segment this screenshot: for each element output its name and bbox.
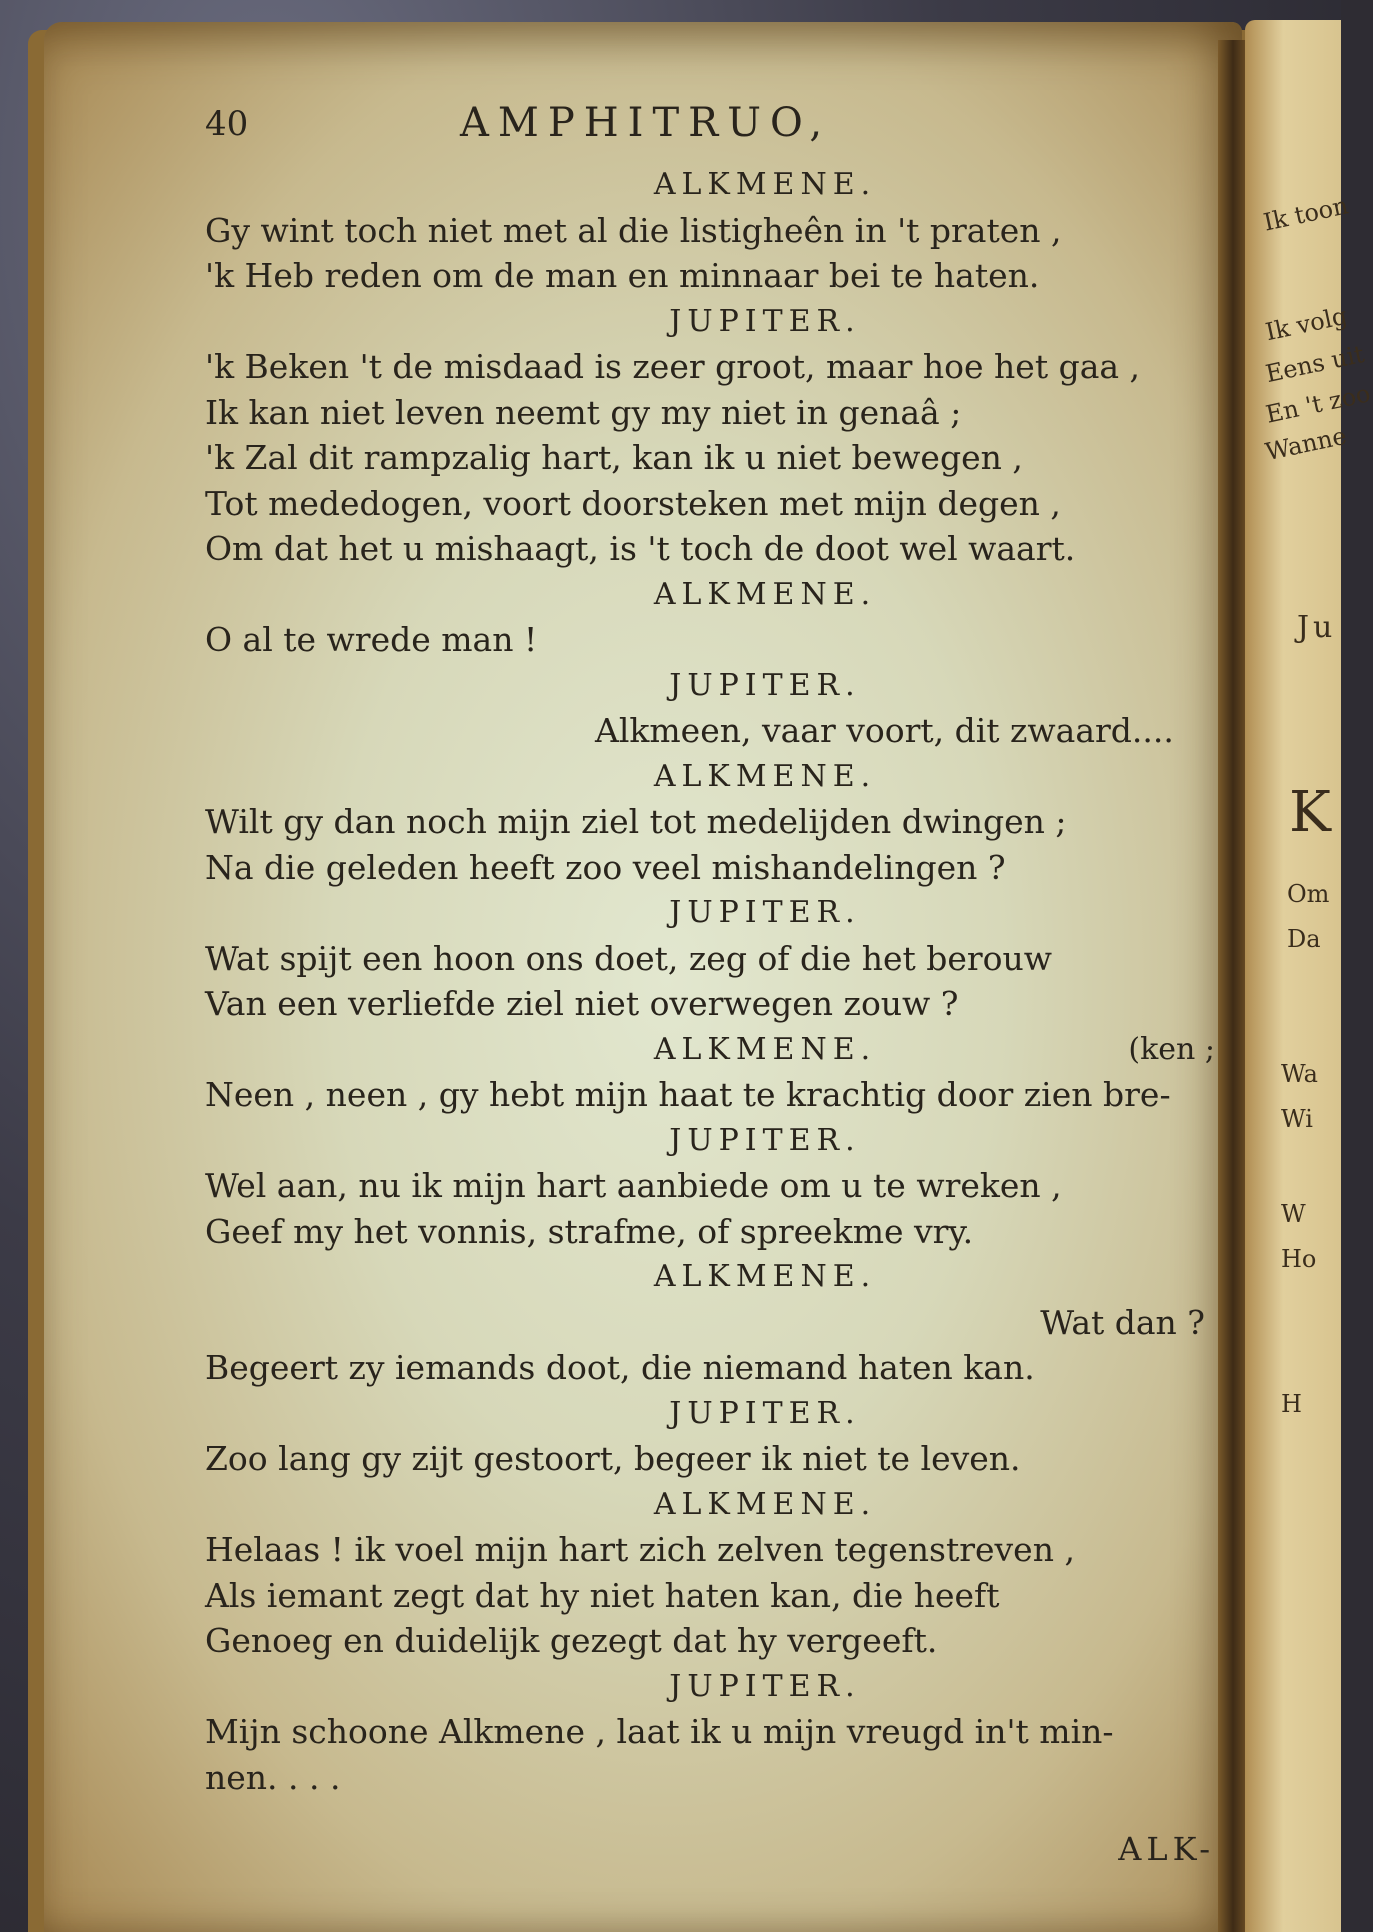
verse-line: Om dat het u mishaagt, is 't toch de doot wel waart. — [205, 529, 1076, 568]
speaker-name: JUPITER. — [669, 1395, 861, 1431]
verse-line: Begeert zy iemands doot, die niemand haten kan. — [205, 1348, 1035, 1387]
verse-line: Wilt gy dan noch mijn ziel tot medelijden dwingen ; — [205, 802, 1067, 841]
verse-line: Mijn schoone Alkmene , laat ik u mijn vreugd in't min- — [205, 1712, 1114, 1751]
speaker-name: JUPITER. — [669, 1122, 861, 1158]
facing-fragment: Om — [1287, 880, 1330, 908]
verse-line: Helaas ! ik voel mijn hart zich zelven tegenstreven , — [205, 1530, 1075, 1569]
speaker-name: ALKMENE. — [653, 1486, 877, 1522]
facing-fragment: H — [1281, 1390, 1302, 1418]
verse-line: Wat spijt een hoon ons doet, zeg of die het berouw — [205, 938, 1053, 978]
speaker-name: ALKMENE. — [653, 167, 877, 202]
speaker-name: JUPITER. — [669, 303, 861, 339]
verse-overflow: (ken ; — [1128, 1031, 1215, 1067]
speaker-name: ALKMENE. — [653, 1259, 877, 1294]
facing-fragment: Wanne — [1262, 421, 1350, 467]
verse-line: Van een verliefde ziel niet overwegen zouw ? — [205, 984, 959, 1023]
verse-line: Alkmeen, vaar voort, dit zwaard.... — [595, 711, 1174, 750]
speaker-line — [205, 1027, 1215, 1073]
verse-line: Tot mededogen, voort doorsteken met mijn degen , — [205, 483, 1061, 523]
verse-line: Als iemant zegt dat hy niet haten kan, die heeft — [205, 1575, 1000, 1615]
facing-fragment: Ik toon — [1261, 191, 1351, 237]
speaker-name: JUPITER. — [669, 667, 861, 703]
verse-line: Zoo lang gy zijt gestoort, begeer ik niet te leven. — [205, 1439, 1021, 1478]
verse-line: nen. . . . — [205, 1757, 341, 1797]
verse-line: Neen , neen , gy hebt mijn haat te krachtig door zien bre- — [205, 1075, 1171, 1114]
verse-line: 'k Zal dit rampzalig hart, kan ik u niet bewegen , — [205, 438, 1023, 477]
verse-lines — [205, 162, 1215, 1800]
verse-line: Wel aan, nu ik mijn hart aanbiede om u te wreken , — [205, 1166, 1062, 1205]
facing-page — [1245, 20, 1373, 1932]
verse-line: Geef my het vonnis, strafme, of spreekme vry. — [205, 1211, 974, 1251]
speaker-name: ALKMENE. — [653, 1031, 877, 1067]
facing-fragment: W — [1281, 1200, 1306, 1228]
page-number: 40 — [205, 104, 249, 144]
facing-fragment: Wi — [1281, 1105, 1313, 1133]
verse-line: 'k Beken 't de misdaad is zeer groot, maar hoe het gaa , — [205, 347, 1141, 386]
verse-line: Ik kan niet leven neemt gy my niet in genaâ ; — [205, 392, 962, 432]
page-text — [205, 100, 1215, 1868]
book-gutter — [1218, 40, 1248, 1932]
running-head — [205, 100, 1215, 162]
speaker-name: JUPITER. — [669, 1668, 861, 1704]
speaker-name: ALKMENE. — [653, 576, 877, 612]
facing-fragment: K — [1289, 780, 1331, 845]
speaker-name: ALKMENE. — [653, 758, 877, 794]
verse-line: Na die geleden heeft zoo veel mishandelingen ? — [205, 847, 1006, 887]
verse-line: Wat dan ? — [1040, 1302, 1205, 1342]
speaker-name: JUPITER. — [669, 895, 861, 930]
facing-fragment: Da — [1287, 925, 1321, 953]
verse-line: Gy wint toch niet met al die listigheên in 't praten , — [205, 210, 1062, 250]
facing-fragment: Wa — [1281, 1060, 1318, 1088]
facing-fragment: Eens uit — [1263, 339, 1367, 389]
facing-fragment: Ho — [1281, 1245, 1317, 1273]
running-title: AMPHITRUO, — [460, 100, 832, 146]
verse-line: O al te wrede man ! — [205, 620, 538, 659]
facing-fragment: Ju — [1297, 610, 1337, 645]
verse-line: Genoeg en duidelijk gezegt dat hy vergeeft. — [205, 1621, 938, 1660]
verse-line: 'k Heb reden om de man en minnaar bei te haten. — [205, 256, 1040, 295]
facing-fragment: En 't zoo — [1263, 379, 1373, 429]
facing-fragment: Ik volg — [1262, 301, 1350, 347]
catchword: ALK- — [1118, 1830, 1215, 1868]
